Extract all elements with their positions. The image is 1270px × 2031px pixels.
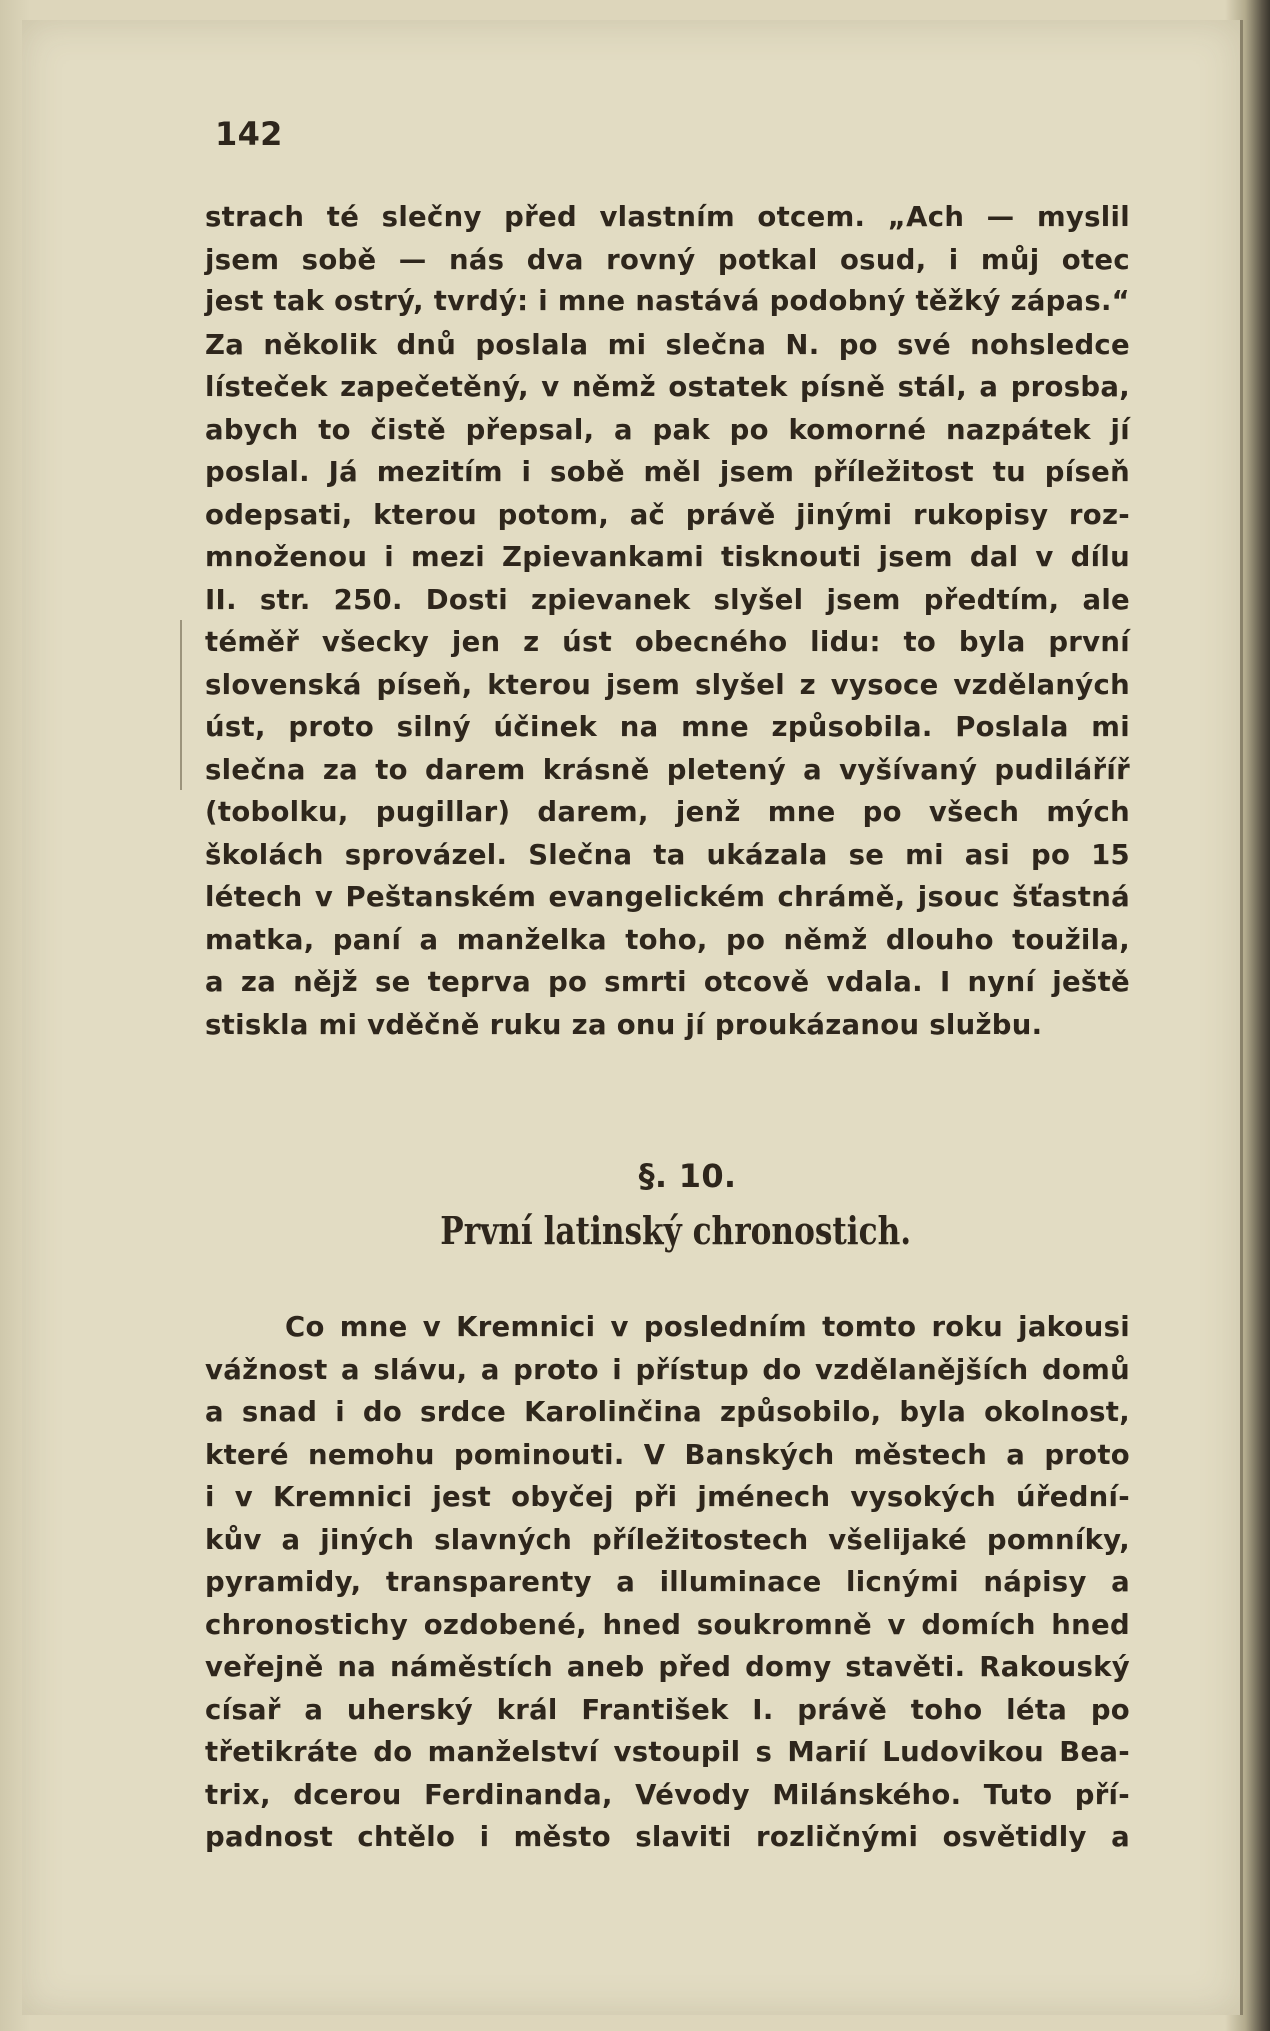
text-line: slovenská píseň, kterou jsem slyšel z vysoce vzdělaných (205, 668, 1130, 701)
text-line: vážnost a slávu, a proto i přístup do vzdělanějších domů (205, 1353, 1130, 1386)
text-line: strach té slečny před vlastním otcem. „Ach — myslil (205, 201, 1130, 233)
text-line: třetikráte do manželství vstoupil s Marií Ludovikou Bea- (205, 1736, 1130, 1768)
page-number: 142 (215, 115, 283, 153)
text-line: trix, dcerou Ferdinanda, Vévody Milánského. Tuto pří- (205, 1778, 1130, 1811)
text-line: abych to čistě přepsal, a pak po komorné nazpátek jí (205, 413, 1130, 446)
text-line: pyramidy, transparenty a illuminace licnými nápisy a (205, 1566, 1130, 1598)
text-line: veřejně na náměstích aneb před domy stavěti. Rakouský (205, 1651, 1130, 1683)
text-line: množenou i mezi Zpievankami tisknouti jsem dal v dílu (205, 541, 1130, 573)
margin-mark (180, 620, 182, 790)
text-line: slečna za to darem krásně pletený a vyšívaný pudiláříř (205, 753, 1130, 786)
text-line: (tobolku, pugillar) darem, jenž mne po všech mých (205, 796, 1130, 828)
page-text (205, 108, 1130, 1859)
text-line: kův a jiných slavných příležitostech všelijaké pomníky, (205, 1523, 1130, 1556)
text-line: chronostichy ozdobené, hned soukromně v domích hned (205, 1608, 1130, 1641)
text-line: odepsati, kterou potom, ač právě jinými rukopisy roz- (205, 498, 1130, 531)
text-line: lísteček zapečetěný, v němž ostatek písně stál, a prosba, (205, 371, 1130, 403)
text-line: II. str. 250. Dosti zpievanek slyšel jsem předtím, ale (205, 583, 1130, 616)
paragraph-2 (205, 1306, 1130, 1859)
text-line: a za nějž se teprva po smrti otcově vdala. I nyní ještě (205, 966, 1130, 998)
text-line: jest tak ostrý, tvrdý: i mne nastává podobný těžký zápas.“ (205, 286, 1130, 317)
section-title: První latinský chronostich. (440, 1208, 912, 1253)
text-line: školách sprovázel. Slečna ta ukázala se mi asi po 15 (205, 838, 1130, 871)
text-line: matka, paní a manželka toho, po němž dlouho toužila, (205, 923, 1130, 956)
section-number: §. 10. (638, 1157, 737, 1195)
paragraph-1 (205, 196, 1130, 1046)
text-line: létech v Peštanském evangelickém chrámě, jsouc šťastná (205, 881, 1130, 913)
text-line: a snad i do srdce Karolinčina způsobilo, byla okolnost, (205, 1396, 1130, 1428)
text-line: císař a uherský král František I. právě toho léta po (205, 1693, 1130, 1726)
text-line: poslal. Já mezitím i sobě měl jsem příležitost tu píseň (205, 456, 1130, 488)
text-line: padnost chtělo i město slaviti rozličnými osvětidly a (205, 1821, 1130, 1853)
text-line: Co mne v Kremnici v posledním tomto roku jakousi (285, 1311, 1130, 1343)
text-line: i v Kremnici jest obyčej při jménech vysokých úřední- (205, 1481, 1130, 1513)
text-line: úst, proto silný účinek na mne způsobila. Poslala mi (205, 711, 1130, 743)
text-line: Za několik dnů poslala mi slečna N. po své nohsledce (205, 328, 1130, 361)
text-line: jsem sobě — nás dva rovný potkal osud, i můj otec (205, 243, 1130, 276)
text-line: stiskla mi vděčně ruku za onu jí proukázanou službu. (205, 1008, 1043, 1041)
text-line: které nemohu pominouti. V Banských městech a proto (205, 1438, 1130, 1471)
text-line: téměř všecky jen z úst obecného lidu: to byla první (205, 626, 1130, 658)
